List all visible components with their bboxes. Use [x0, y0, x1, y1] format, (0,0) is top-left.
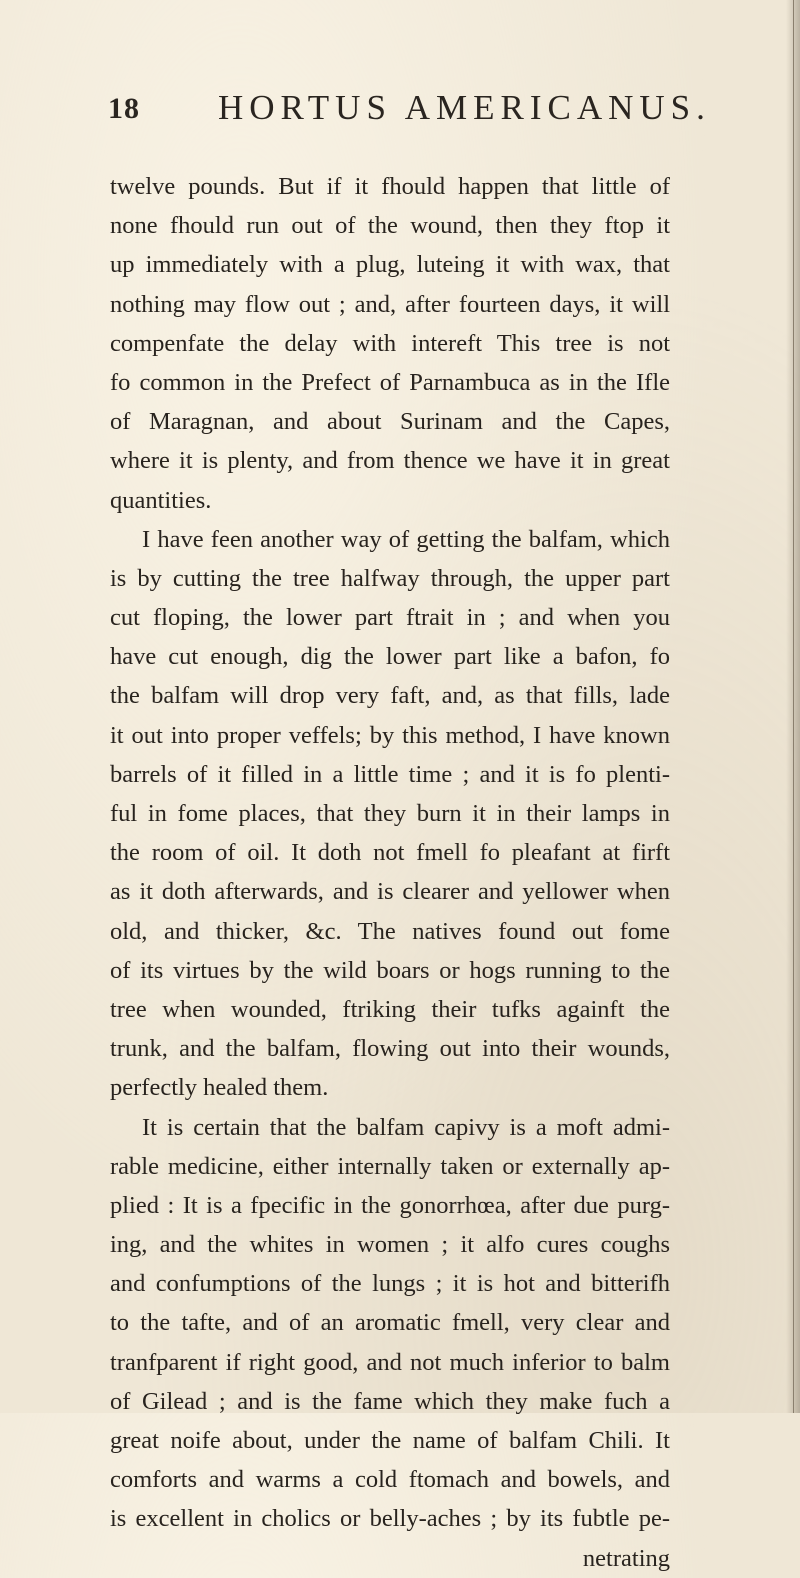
text-line: have cut enough, dig the lower part like a bafon, fo — [110, 643, 670, 671]
text-line: compenfate the delay with intereft This tree is not — [110, 329, 670, 357]
text-line: it out into proper veffels; by this method, I have known — [110, 721, 670, 749]
paragraph-start: I have feen another way of getting the balfam, which — [142, 525, 670, 553]
text-line: up immediately with a plug, luteing it with wax, that — [110, 251, 670, 279]
text-line: and confumptions of the lungs ; it is hot and bitterifh — [110, 1270, 670, 1298]
text-line: nothing may flow out ; and, after fourteen days, it will — [110, 290, 670, 318]
running-title: HORTUS AMERICANUS. — [218, 88, 711, 127]
text-line: of Maragnan, and about Surinam and the Capes, — [110, 408, 670, 436]
text-line: fo common in the Prefect of Parnambuca as in the Ifle — [110, 368, 670, 396]
running-head — [108, 88, 711, 128]
text-line: great noife about, under the name of balfam Chili. It — [110, 1427, 670, 1454]
text-line: of its virtues by the wild boars or hogs running to the — [110, 956, 670, 984]
text-line: plied : It is a fpecific in the gonorrhœa, after due purg- — [110, 1191, 670, 1219]
text-line: quantities. — [110, 486, 212, 514]
text-line: barrels of it filled in a little time ; and it is fo plenti- — [110, 760, 670, 788]
text-line: is by cutting the tree halfway through, the upper part — [110, 564, 670, 592]
text-line: old, and thicker, &c. The natives found out fome — [110, 917, 670, 945]
text-line: comforts and warms a cold ftomach and bowels, and — [110, 1466, 670, 1494]
text-line: perfectly healed them. — [110, 1074, 329, 1102]
body-text — [110, 167, 670, 1578]
catchword: netrating — [582, 1544, 670, 1572]
text-line: where it is plenty, and from thence we have it in great — [110, 447, 670, 475]
text-line: of Gilead ; and is the fame which they make fuch a — [110, 1387, 670, 1415]
paragraph-start: It is certain that the balfam capivy is a moft admi- — [142, 1113, 670, 1141]
text-line: ful in fome places, that they burn it in their lamps in — [110, 800, 670, 827]
text-line: cut floping, the lower part ftrait in ; and when you — [110, 604, 670, 632]
page-edge-line — [793, 0, 794, 1413]
text-line: the room of oil. It doth not fmell fo pleafant at firft — [110, 839, 670, 867]
text-line: ing, and the whites in women ; it alfo cures coughs — [110, 1231, 670, 1259]
text-line: rable medicine, either internally taken or externally ap- — [110, 1152, 670, 1180]
text-line: tranfparent if right good, and not much inferior to balm — [110, 1348, 670, 1376]
text-line: tree when wounded, ftriking their tufks againft the — [110, 995, 670, 1023]
text-line: the balfam will drop very faft, and, as that fills, lade — [110, 682, 670, 710]
text-line: is excellent in cholics or belly-aches ; by its fubtle pe- — [110, 1505, 670, 1533]
text-line: none fhould run out of the wound, then they ftop it — [110, 212, 670, 240]
page-number: 18 — [108, 92, 140, 125]
text-line: as it doth afterwards, and is clearer and yellower when — [110, 878, 670, 906]
text-line: twelve pounds. But if it fhould happen that little of — [110, 173, 670, 200]
text-line: trunk, and the balfam, flowing out into their wounds, — [110, 1035, 670, 1063]
text-line: to the tafte, and of an aromatic fmell, very clear and — [110, 1309, 670, 1337]
